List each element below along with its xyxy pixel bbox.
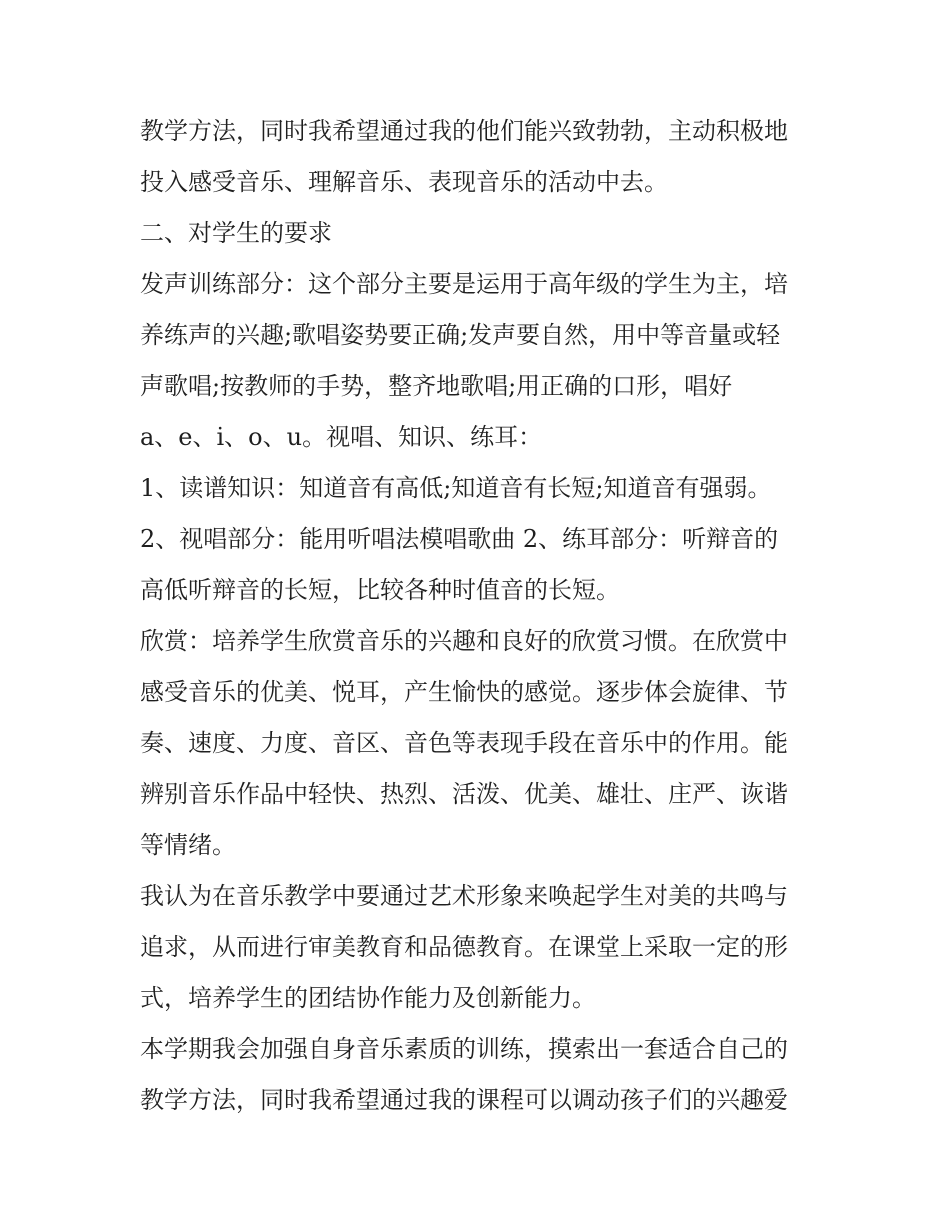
text-line: 高低听辩音的长短，比较各种时值音的长短。 [140, 576, 620, 604]
text-line: 感受音乐的优美、悦耳，产生愉快的感觉。逐步体会旋律、节 [140, 678, 788, 706]
text-line: 奏、速度、力度、音区、音色等表现手段在音乐中的作用。能 [140, 729, 788, 757]
text-line: 欣赏：培养学生欣赏音乐的兴趣和良好的欣赏习惯。在欣赏中 [140, 627, 788, 655]
text-line: 式，培养学生的团结协作能力及创新能力。 [140, 984, 596, 1012]
text-line: 我认为在音乐教学中要通过艺术形象来唤起学生对美的共鸣与 [140, 882, 788, 910]
document-body [140, 106, 820, 1126]
text-line: 养练声的兴趣;歌唱姿势要正确;发声要自然，用中等音量或轻 [140, 321, 781, 349]
text-line: 教学方法，同时我希望通过我的课程可以调动孩子们的兴趣爱 [140, 1086, 788, 1114]
text-line: 辨别音乐作品中轻快、热烈、活泼、优美、雄壮、庄严、诙谐 [140, 780, 788, 808]
text-line: 等情绪。 [140, 831, 236, 859]
text-line: 1、读谱知识：知道音有高低;知道音有长短;知道音有强弱。 [140, 474, 772, 502]
text-line: 发声训练部分：这个部分主要是运用于高年级的学生为主，培 [140, 270, 788, 298]
text-line: 投入感受音乐、理解音乐、表现音乐的活动中去。 [140, 168, 668, 196]
section-heading: 二、对学生的要求 [140, 219, 332, 247]
text-line: 本学期我会加强自身音乐素质的训练，摸索出一套适合自己的 [140, 1035, 788, 1063]
text-line: 2、视唱部分：能用听唱法模唱歌曲 2、练耳部分：听辩音的 [140, 525, 779, 553]
text-line: 教学方法，同时我希望通过我的他们能兴致勃勃，主动积极地 [140, 117, 788, 145]
text-line: 追求，从而进行审美教育和品德教育。在课堂上采取一定的形 [140, 933, 788, 961]
text-line: 声歌唱;按教师的手势，整齐地歌唱;用正确的口形，唱好 [140, 372, 733, 400]
text-line: a、e、i、o、u。视唱、知识、练耳： [140, 423, 543, 451]
